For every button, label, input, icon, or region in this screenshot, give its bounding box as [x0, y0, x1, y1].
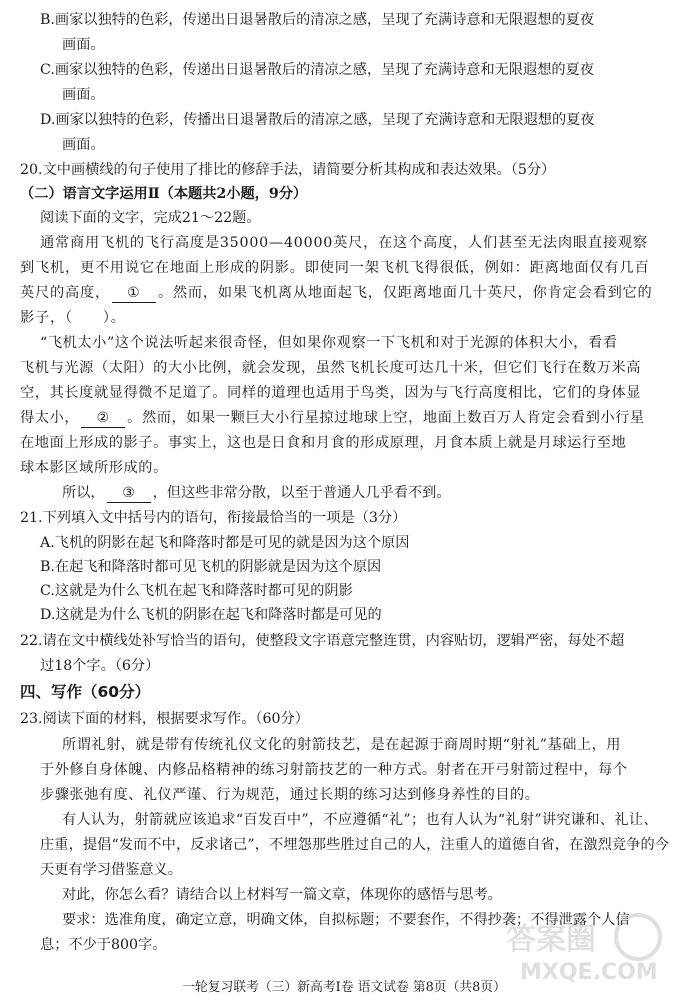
svg-text:答案圈: 答案圈: [506, 922, 596, 957]
q19-option-b-line1: B.画家以独特的色彩，传递出日退暑散后的清凉之感，呈现了充满诗意和无限遐想的夏夜: [40, 12, 595, 28]
passage-p3-end: ，但这些非常分散，以至于普通人几乎看不到。: [152, 485, 451, 501]
q19-option-b-line2: 画面。: [62, 37, 105, 53]
svg-text:MXQE.COM: MXQE.COM: [520, 960, 658, 985]
passage-p1-line2: 到飞机，更不用说它在地面上形成的阴影。即使同一架飞机飞得很低，例如：距离地面仅有几百: [20, 260, 650, 276]
q19-option-c-line2: 画面。: [62, 87, 105, 103]
passage-p3: [62, 484, 451, 503]
q19-option-d-line1: D.画家以独特的色彩，传播出日退暑散后的清凉之感，呈现了充满诗意和无限遐想的夏夜: [40, 112, 595, 128]
q23-material-p1-line1: 所谓礼射，就是带有传统礼仪文化的射箭技艺，是在起源于商周时期“射礼”基础上，用: [62, 737, 621, 753]
q23-prompt: 对此，你怎么看？请结合以上材料写一篇文章，体现你的感悟与思考。: [62, 887, 502, 903]
question-21-option-c: C.这就是为什么飞机在起飞和降落时都可见的阴影: [40, 583, 353, 599]
question-21-option-a: A.飞机的阴影在起飞和降落时都是可见的就是因为这个原因: [40, 535, 410, 551]
q23-material-p2-line2: 庄重，提倡“发而不中，反求诸己”，不埋怨那些胜过自己的人，注重人的道德自省，在激烈竞争的今: [40, 837, 670, 853]
question-21-option-b: B.在起飞和降落时都可见飞机的阴影就是因为这个原因: [40, 559, 382, 575]
section-2-heading: （二）语言文字运用Ⅱ（本题共2小题，9分）: [20, 186, 308, 202]
passage-p2-line4-end: 。然而，如果一颗巨大小行星掠过地球上空，地面上数百万人肯定会看到小行星: [127, 410, 645, 426]
passage-p1-line1: 通常商用飞机的飞行高度是35000—40000英尺，在这个高度，人们甚至无法肉眼直接观察: [40, 235, 648, 251]
passage-p2-line5: 在地面上形成的影子。事实上，这也是日食和月食的形成原理，月食本质上就是月球运行至地: [20, 435, 627, 451]
question-21-option-d: D.这就是为什么飞机的阴影在起飞和降落时都是可见的: [40, 607, 382, 623]
question-22-line2: 过18个字。（6分）: [40, 658, 160, 674]
question-23-stem: 23.阅读下面的材料，根据要求写作。（60分）: [20, 711, 309, 727]
reading-instruction: 阅读下面的文字，完成21～22题。: [40, 210, 261, 226]
passage-p1-line4: 影子，（ ）。: [20, 310, 126, 326]
q23-material-p1-line3: 步骤张弛有度、礼仪严谨、行为规范，通过长期的练习达到修身养性的目的。: [40, 787, 540, 803]
passage-p1-line3: [20, 284, 653, 303]
passage-p2-line4-start: 得太小，: [20, 410, 80, 426]
section-4-heading: 四、写作（60分）: [20, 683, 151, 701]
q19-option-d-line2: 画面。: [62, 137, 105, 153]
q23-material-p2-line1: 有人认为，射箭就应该追求“百发百中”，不应遵循“礼”；也有人认为“礼射”讲究谦和、礼让、: [62, 812, 658, 828]
blank-2: ②: [81, 409, 125, 428]
question-21-stem: 21.下列填入文中括号内的语句，衔接最恰当的一项是（3分）: [20, 510, 407, 526]
page-footer: 一轮复习联考（三）新高考Ⅰ卷 语文试卷 第8页（共8页）: [182, 980, 506, 995]
blank-1: ①: [112, 284, 156, 303]
passage-p2-line6: 球本影区域所形成的。: [20, 460, 168, 476]
passage-p2-line2: 飞机与光源（太阳）的大小比例，就会发现，虽然飞机长度可达几十米，但它们飞行在数万米高: [20, 360, 642, 376]
passage-p3-start: 所以，: [62, 485, 105, 501]
question-22-line1: 22.请在文中横线处补写恰当的语句，使整段文字语意完整连贯，内容贴切，逻辑严密，每处不超: [20, 633, 625, 649]
question-20: 20.文中画横线的句子使用了排比的修辞手法，请简要分析其构成和表达效果。（5分）: [20, 162, 556, 178]
q23-requirements-line1: 要求：选准角度，确定立意，明确文体，自拟标题；不要套作，不得抄袭；不得泄露个人信: [62, 912, 630, 928]
passage-p1-line3-start: 英尺的高度，: [20, 285, 110, 301]
blank-3: ③: [107, 484, 151, 503]
q19-option-c-line1: C.画家以独特的色彩，传递出日退暑散后的清凉之感，呈现了充满诗意和无限遐想的夏夜: [40, 62, 594, 78]
passage-p2-line3: 空，其长度就显得微不足道了。同样的道理也适用于鸟类，因为与飞行高度相比，它们的身体显: [20, 385, 642, 401]
q23-material-p1-line2: 于外修自身体魄、内修品格精神的练习射箭技艺的一种方式。射者在开弓射箭过程中，每个: [40, 762, 628, 778]
q23-requirements-line2: 息；不少于800字。: [40, 937, 167, 953]
passage-p2-line1: “飞机太小”这个说法听起来很奇怪，但如果你观察一下飞机和对于光源的体积大小，看看: [40, 335, 618, 351]
passage-p1-line3-end: 。然而，如果飞机离从地面起飞，仅距离地面几十英尺，你肯定会看到它的: [157, 285, 653, 301]
q23-material-p2-line3: 天更有学习借鉴意义。: [40, 862, 182, 878]
passage-p2-line4: [20, 409, 645, 428]
